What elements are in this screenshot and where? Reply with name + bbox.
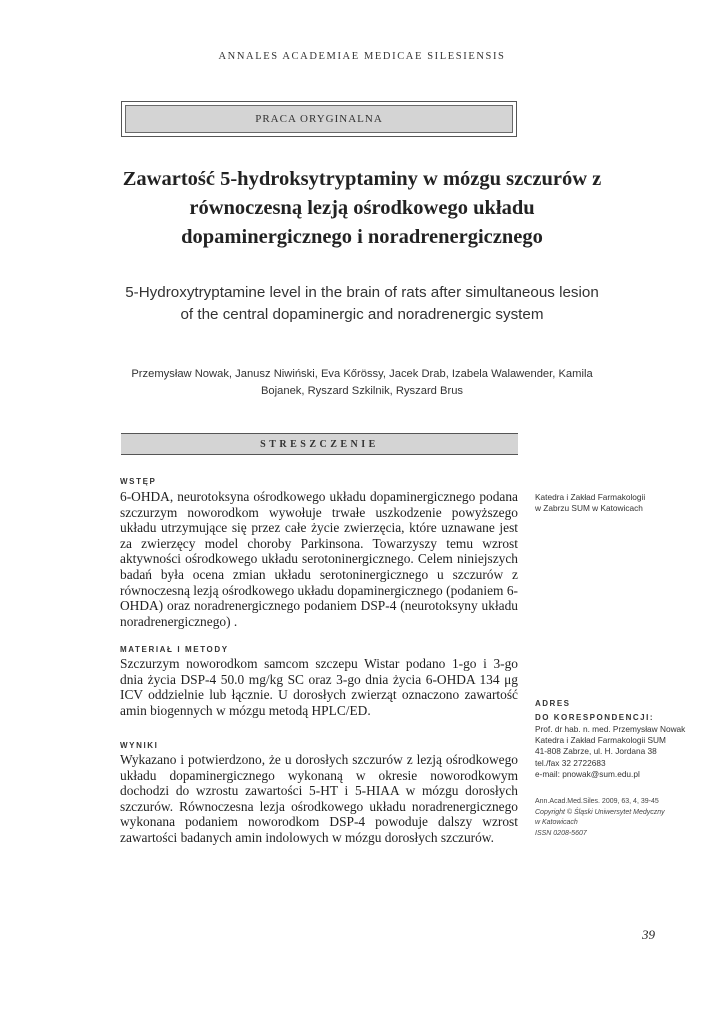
title-english: 5-Hydroxytryptamine level in the brain of rats after simultaneous lesion of the central dopaminergic and noradrenergic system — [125, 284, 599, 323]
correspondence-address — [535, 724, 685, 780]
section-heading-intro: WSTĘP — [120, 477, 157, 486]
title-polish: Zawartość 5-hydroksytryptaminy w mózgu szczurów z równoczesną lezją ośrodkowego układu dopaminergicznego i noradrenergicznego — [122, 168, 602, 248]
citation-block — [535, 797, 665, 839]
article-type-box — [121, 101, 517, 137]
page-number: 39 — [642, 927, 655, 942]
affiliation — [535, 492, 645, 514]
copyright-line: Copyright © Śląski Uniwersytet Medyczny — [535, 808, 665, 816]
section-text-results: Wykazano i potwierdzono, że u dorosłych szczurów z lezją ośrodkowego układu dopaminergicznego wykonaną w okresie noworodkowym dochodzi do wzrostu zawartości 5-HT i 5-HIAA w mózgu dorosłych szczurów. Równoczesna lezja ośrodkowego układu noradrenergicznego wykonana podaniem noworodkom DSP-4 powoduje dalszy wzrost zawartości badanych amin indolowych w mózgu dorosłych szczurów. — [120, 752, 518, 845]
correspondence-heading: ADRES DO KORESPONDENCJI: — [535, 699, 655, 722]
section-heading-methods: MATERIAŁ I METODY — [120, 645, 229, 654]
address-line: tel./fax 32 2722683 — [535, 757, 606, 768]
address-line: Katedra i Zakład Farmakologii SUM — [535, 735, 666, 746]
section-heading-results: WYNIKI — [120, 741, 159, 750]
authors: Przemysław Nowak, Janusz Niwiński, Eva Kőrössy, Jacek Drab, Izabela Walawender, Kamila Bojanek, Ryszard Szkilnik, Ryszard Brus — [131, 368, 593, 397]
affiliation-line: Katedra i Zakład Farmakologii — [535, 492, 646, 502]
section-text-methods: Szczurzym noworodkom samcom szczepu Wistar podano 1-go i 3-go dnia życia DSP-4 50.0 mg/kg SC oraz 3-go dnia życia 6-OHDA 134 μg ICV oddzielnie lub łącznie. U dorosłych zwierząt oznaczono zawartość amin biogennych w mózgu metodą HPLC/ED. — [120, 656, 518, 718]
email-line: e-mail: pnowak@sum.edu.pl — [535, 768, 640, 779]
address-line: 41-808 Zabrze, ul. H. Jordana 38 — [535, 746, 657, 757]
citation-ref: Ann.Acad.Med.Siles. 2009, 63, 4, 39-45 — [535, 798, 659, 805]
copyright-line: w Katowicach — [535, 819, 578, 826]
article-type-label: PRACA ORYGINALNA — [125, 105, 513, 133]
affiliation-line: w Zabrzu SUM w Katowicach — [535, 503, 643, 514]
issn: ISSN 0208-5607 — [535, 829, 587, 837]
address-line: Prof. dr hab. n. med. Przemysław Nowak — [535, 724, 686, 734]
abstract-heading: STRESZCZENIE — [121, 433, 518, 455]
journal-name: ANNALES ACADEMIAE MEDICAE SILESIENSIS — [218, 51, 506, 62]
section-text-intro: 6-OHDA, neurotoksyna ośrodkowego układu dopaminergicznego podana szczurzym noworodkom wywołuje trwałe uszkodzenie powyższego układu utrzymujące się przez całe życie zwierzęcia, które uznawane jest za zwierzęcy model choroby Parkinsona. Towarzyszy temu wzrost aktywności ośrodkowego układu serotoninergicznego. Celem niniejszych badań była ocena zmian układu serotoninergicznego u szczurów z równoczesną lezją ośrodkowego układu dopaminergicznego (podaniem 6-OHDA) oraz noradrenergicznego podaniem DSP-4 (neurotoksyny układu noradrenergicznego) . — [120, 489, 518, 629]
